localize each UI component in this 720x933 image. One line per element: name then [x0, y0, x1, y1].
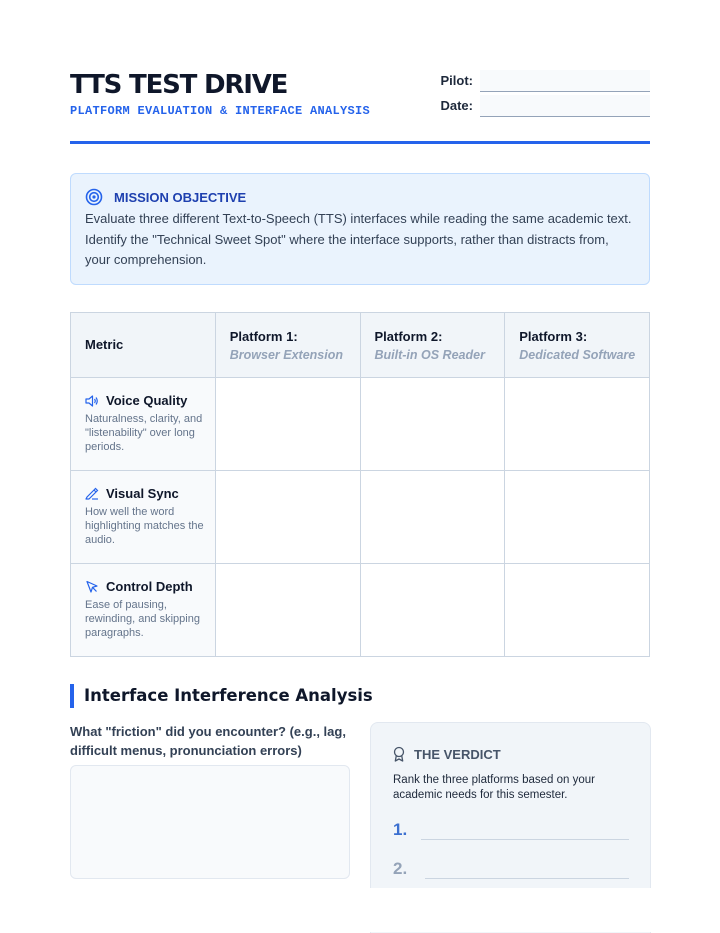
metric-name: Control Depth [106, 579, 193, 594]
highlighter-icon [85, 487, 99, 500]
platform-header-3 [505, 313, 650, 378]
friction-answer-box[interactable] [70, 765, 350, 879]
analysis-section-title: Interface Interference Analysis [84, 686, 373, 705]
target-icon [85, 188, 103, 206]
metric-name: Voice Quality [106, 393, 188, 408]
platform-type: Dedicated Software [519, 348, 636, 362]
metric-cell-visual-sync [71, 471, 216, 564]
metric-description: Ease of pausing, rewinding, and skipping paragraphs. [85, 599, 200, 639]
rank-number: 1. [393, 820, 408, 839]
platform-name: Platform 1: [229, 329, 298, 344]
page-subtitle: PLATFORM EVALUATION & INTERFACE ANALYSIS [70, 104, 371, 118]
speaker-icon [85, 395, 99, 407]
mission-heading: MISSION OBJECTIVE [114, 190, 247, 205]
metric-description: How well the word highlighting matches the audio. [85, 506, 204, 546]
rating-cell[interactable] [360, 564, 505, 657]
pilot-input[interactable] [480, 70, 650, 92]
pilot-label: Pilot: [440, 73, 473, 88]
rating-cell[interactable] [360, 471, 505, 564]
platform-name: Platform 2: [374, 329, 443, 344]
metric-name: Visual Sync [106, 486, 179, 501]
metric-cell-voice-quality [71, 378, 216, 471]
rating-cell[interactable] [505, 564, 650, 657]
evaluation-table [70, 312, 650, 657]
platform-header-2 [360, 313, 505, 378]
mission-text: Evaluate three different Text-to-Speech (TTS) interfaces while reading the same academic text. Identify the "Technical Sweet Spot" where the interface supports, rather than distracts from, your comprehension. [85, 211, 632, 267]
metric-header: Metric [85, 337, 124, 352]
date-label: Date: [440, 98, 473, 113]
metric-cell-control-depth [71, 564, 216, 657]
award-icon [392, 746, 406, 762]
rating-cell[interactable] [215, 564, 360, 657]
friction-question: What "friction" did you encounter? (e.g., lag, difficult menus, pronunciation errors) [70, 724, 346, 758]
table-row [71, 378, 650, 471]
pilot-field [430, 70, 650, 94]
mission-objective-box [70, 173, 650, 285]
rating-cell[interactable] [360, 378, 505, 471]
platform-header-1 [215, 313, 360, 378]
rating-cell[interactable] [505, 471, 650, 564]
verdict-description: Rank the three platforms based on your academic needs for this semester. [393, 774, 596, 801]
platform-type: Built-in OS Reader [374, 348, 485, 362]
metric-description: Naturalness, clarity, and "listenability" over long periods. [85, 413, 203, 453]
table-row [71, 564, 650, 657]
platform-name: Platform 3: [519, 329, 588, 344]
rating-cell[interactable] [215, 378, 360, 471]
rank-row-2 [393, 859, 629, 883]
header-divider [70, 141, 650, 144]
metric-header-cell [71, 313, 216, 378]
rank-input-line[interactable] [425, 878, 629, 879]
rating-cell[interactable] [215, 471, 360, 564]
date-field [430, 95, 650, 119]
rating-cell[interactable] [505, 378, 650, 471]
table-row [71, 471, 650, 564]
section-accent-bar [70, 684, 74, 708]
page-bottom-edge [0, 888, 720, 932]
page-title: TTS TEST DRIVE [70, 70, 288, 100]
rank-row-1 [393, 820, 629, 844]
rank-number: 2. [393, 859, 408, 878]
verdict-heading: THE VERDICT [414, 747, 501, 762]
date-input[interactable] [480, 95, 650, 117]
cursor-icon [85, 580, 99, 594]
platform-type: Browser Extension [229, 348, 343, 362]
table-header-row [71, 313, 650, 378]
rank-input-line[interactable] [421, 839, 629, 840]
